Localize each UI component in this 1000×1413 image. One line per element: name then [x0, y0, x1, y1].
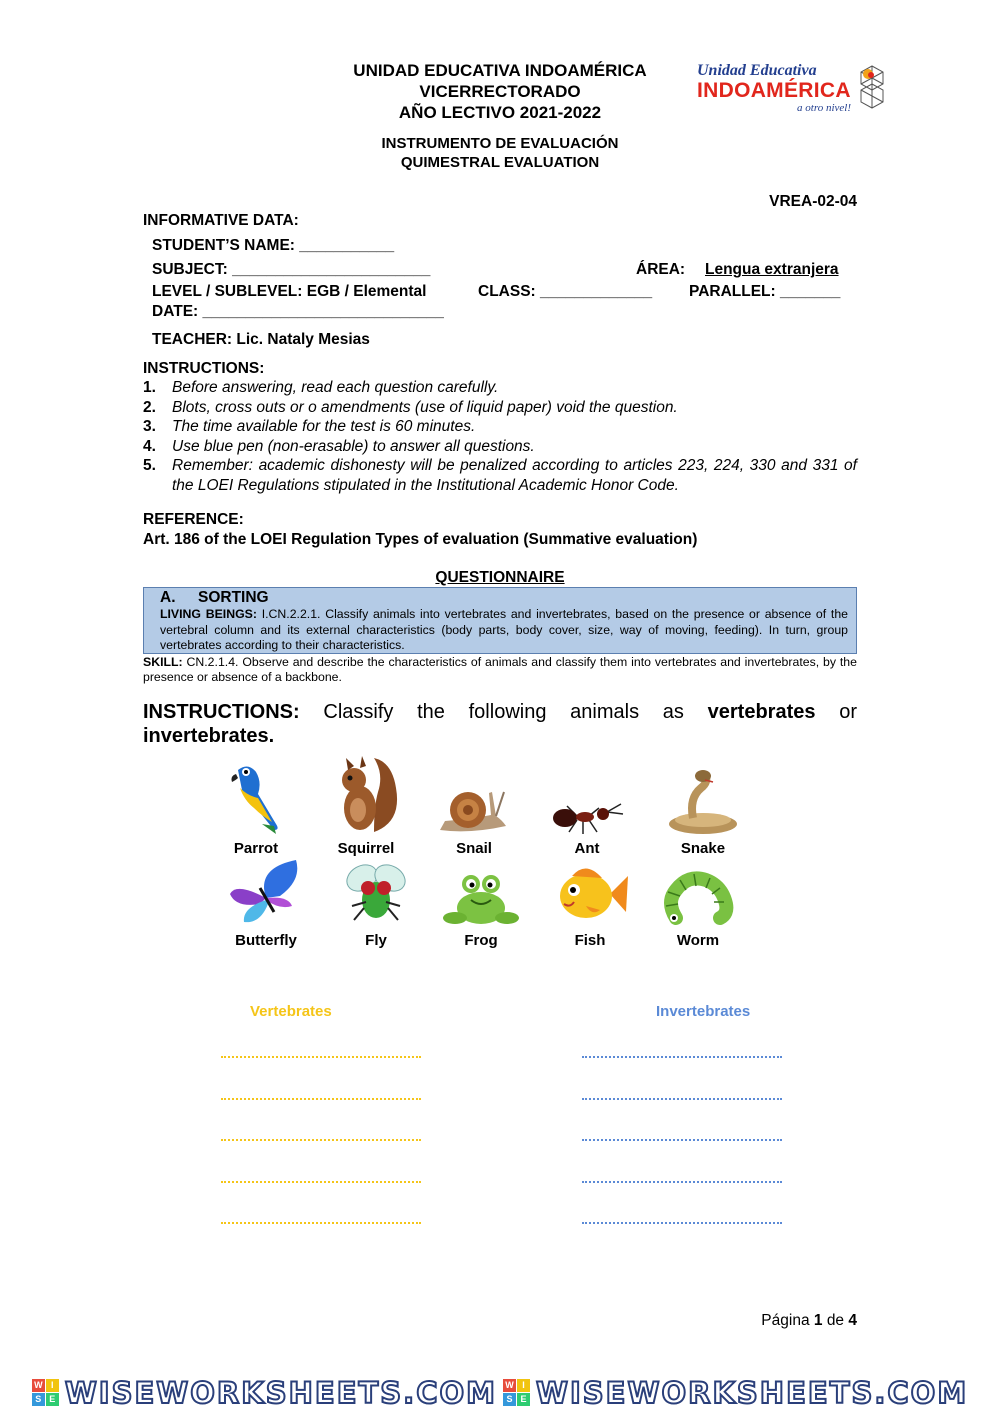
logo-top-text: Unidad Educativa: [697, 62, 817, 79]
skill-text: [143, 655, 857, 685]
animal-card-snail: [424, 782, 524, 857]
animal-card-fish: [540, 860, 640, 949]
animal-label: Snail: [456, 840, 492, 857]
sorting-instr-bold1: vertebrates: [707, 701, 816, 723]
item-number: 5.: [143, 457, 156, 474]
reference-title: REFERENCE:: [143, 511, 244, 528]
item-text: Use blue pen (non-erasable) to answer all questions.: [172, 437, 535, 455]
animal-label: Frog: [464, 932, 498, 949]
vertebrate-answer-line[interactable]: [221, 1222, 421, 1224]
watermark-text: WISEWORKSHEETS.COM: [536, 1375, 969, 1410]
animal-card-butterfly: [216, 858, 316, 949]
animal-card-frog: [431, 870, 531, 949]
skill-label: SKILL:: [143, 655, 183, 669]
page-number: [700, 1312, 857, 1330]
snake-icon: [663, 768, 743, 836]
living-beings-desc: I.CN.2.2.1. Classify animals into vertebrates and invertebrates, based on the presence or absence of the vertebral column and its external characteristics (body parts, body cover, size, way of moving, feeding). In turn, group vertebrates according to their characteristics.: [160, 607, 848, 652]
animal-card-parrot: [206, 758, 306, 857]
animal-label: Parrot: [233, 840, 279, 857]
level-field: LEVEL / SUBLEVEL: EGB / Elemental: [152, 283, 427, 300]
sorting-instr-label: INSTRUCTIONS:: [143, 701, 300, 723]
instructions-title: INSTRUCTIONS:: [143, 360, 265, 377]
skill-desc: CN.2.1.4. Observe and describe the characteristics of animals and classify them into vertebrates and invertebrates, by the presence or absence of a backbone.: [143, 655, 857, 684]
logo-cube-icon: [859, 64, 885, 110]
sorting-instr-or: or: [839, 701, 857, 723]
animal-card-snake: [653, 768, 753, 857]
invertebrate-answer-line[interactable]: [582, 1222, 782, 1224]
reference-text: Art. 186 of the LOEI Regulation Types of evaluation (Summative evaluation): [143, 531, 698, 548]
informative-title: INFORMATIVE DATA:: [143, 212, 299, 229]
vertebrate-answer-line[interactable]: [221, 1139, 421, 1141]
logo-tagline: a otro nivel!: [797, 102, 851, 114]
animal-label: Worm: [676, 932, 720, 949]
list-item: [143, 398, 857, 418]
sorting-instr-bold2: invertebrates.: [143, 725, 275, 747]
living-beings-text: [160, 607, 856, 654]
list-item: [143, 378, 857, 398]
invertebrates-heading: Invertebrates: [656, 1003, 751, 1020]
sorting-section-box: [143, 587, 857, 654]
invertebrate-answer-line[interactable]: [582, 1181, 782, 1183]
living-beings-label: LIVING BEINGS:: [160, 607, 257, 621]
subject-field: SUBJECT: _______________________: [152, 261, 431, 278]
butterfly-icon: [226, 858, 306, 928]
invertebrate-answer-line[interactable]: [582, 1139, 782, 1141]
list-item: [143, 456, 857, 495]
invertebrate-answer-line[interactable]: [582, 1098, 782, 1100]
section-title: SORTING: [198, 589, 269, 606]
page-current: 1: [813, 1312, 823, 1329]
instrument-title: INSTRUMENTO DE EVALUACIÓN: [381, 135, 619, 152]
sorting-instructions: [143, 700, 857, 724]
class-field: CLASS: _____________: [478, 283, 653, 300]
animal-label: Fish: [574, 932, 606, 949]
list-item: [143, 437, 857, 457]
animal-card-ant: [537, 798, 637, 857]
fish-icon: [550, 860, 630, 928]
page-total: 4: [848, 1312, 857, 1329]
squirrel-icon: [326, 752, 406, 836]
page-label: Página: [761, 1312, 810, 1329]
animal-label: Ant: [574, 840, 600, 857]
item-number: 1.: [143, 379, 156, 396]
watermark-banner: [0, 1372, 1000, 1413]
frog-icon: [441, 870, 521, 928]
school-logo: [697, 62, 857, 118]
section-heading: [160, 589, 856, 607]
parrot-icon: [216, 758, 296, 836]
item-number: 4.: [143, 437, 156, 455]
animal-label: Squirrel: [337, 840, 395, 857]
ant-icon: [547, 798, 627, 836]
evaluation-title: QUIMESTRAL EVALUATION: [400, 154, 600, 171]
vertebrates-heading: Vertebrates: [250, 1003, 332, 1020]
item-number: 2.: [143, 398, 156, 416]
school-year: AÑO LECTIVO 2021-2022: [398, 103, 602, 122]
vertebrate-answer-line[interactable]: [221, 1098, 421, 1100]
watermark-segment: [503, 1376, 968, 1410]
teacher-field: TEACHER: Lic. Nataly Mesias: [152, 331, 370, 348]
animal-card-fly: [326, 858, 426, 949]
snail-icon: [434, 782, 514, 836]
vertebrate-answer-line[interactable]: [221, 1181, 421, 1183]
animal-label: Fly: [365, 932, 387, 949]
item-text: The time available for the test is 60 minutes.: [172, 418, 476, 435]
fly-icon: [336, 858, 416, 928]
section-letter: A.: [160, 589, 176, 606]
department: VICERRECTORADO: [419, 82, 581, 101]
student-name-field: STUDENT’S NAME: ___________: [152, 237, 395, 254]
worm-icon: [658, 862, 738, 928]
animal-card-worm: [648, 862, 748, 949]
item-text: Remember: academic dishonesty will be penalized according to articles 223, 224, 330 and 331 of the LOEI Regulations stipulated in the Institutional Academic Honor Code.: [172, 457, 857, 494]
item-number: 3.: [143, 418, 156, 435]
animal-label: Snake: [680, 840, 726, 857]
animal-card-squirrel: [316, 752, 416, 857]
questionnaire-title: QUESTIONNAIRE: [435, 569, 565, 586]
item-text: Blots, cross outs or o amendments (use of liquid paper) void the question.: [172, 398, 678, 416]
page-of: de: [826, 1312, 845, 1329]
date-field: DATE: ____________________________: [152, 303, 444, 320]
list-item: [143, 417, 857, 437]
watermark-segment: [32, 1376, 497, 1410]
logo-main-text: INDOAMÉRICA: [697, 79, 851, 102]
vertebrate-answer-line[interactable]: [221, 1056, 421, 1058]
area-label: ÁREA:: [636, 261, 686, 278]
document-code: VREA-02-04: [769, 193, 857, 210]
area-value: Lengua extranjera: [705, 261, 839, 278]
parallel-field: PARALLEL: _______: [689, 283, 841, 300]
sorting-instr-text: Classify the following animals as: [323, 701, 684, 723]
watermark-text: WISEWORKSHEETS.COM: [64, 1375, 497, 1410]
item-text: Before answering, read each question carefully.: [172, 379, 499, 396]
wiseworksheets-logo-icon: W I S E: [503, 1379, 530, 1406]
instructions-list: [143, 378, 857, 495]
school-name: UNIDAD EDUCATIVA INDOAMÉRICA: [353, 61, 647, 80]
animal-label: Butterfly: [235, 932, 297, 949]
wiseworksheets-logo-icon: W I S E: [32, 1379, 59, 1406]
invertebrate-answer-line[interactable]: [582, 1056, 782, 1058]
